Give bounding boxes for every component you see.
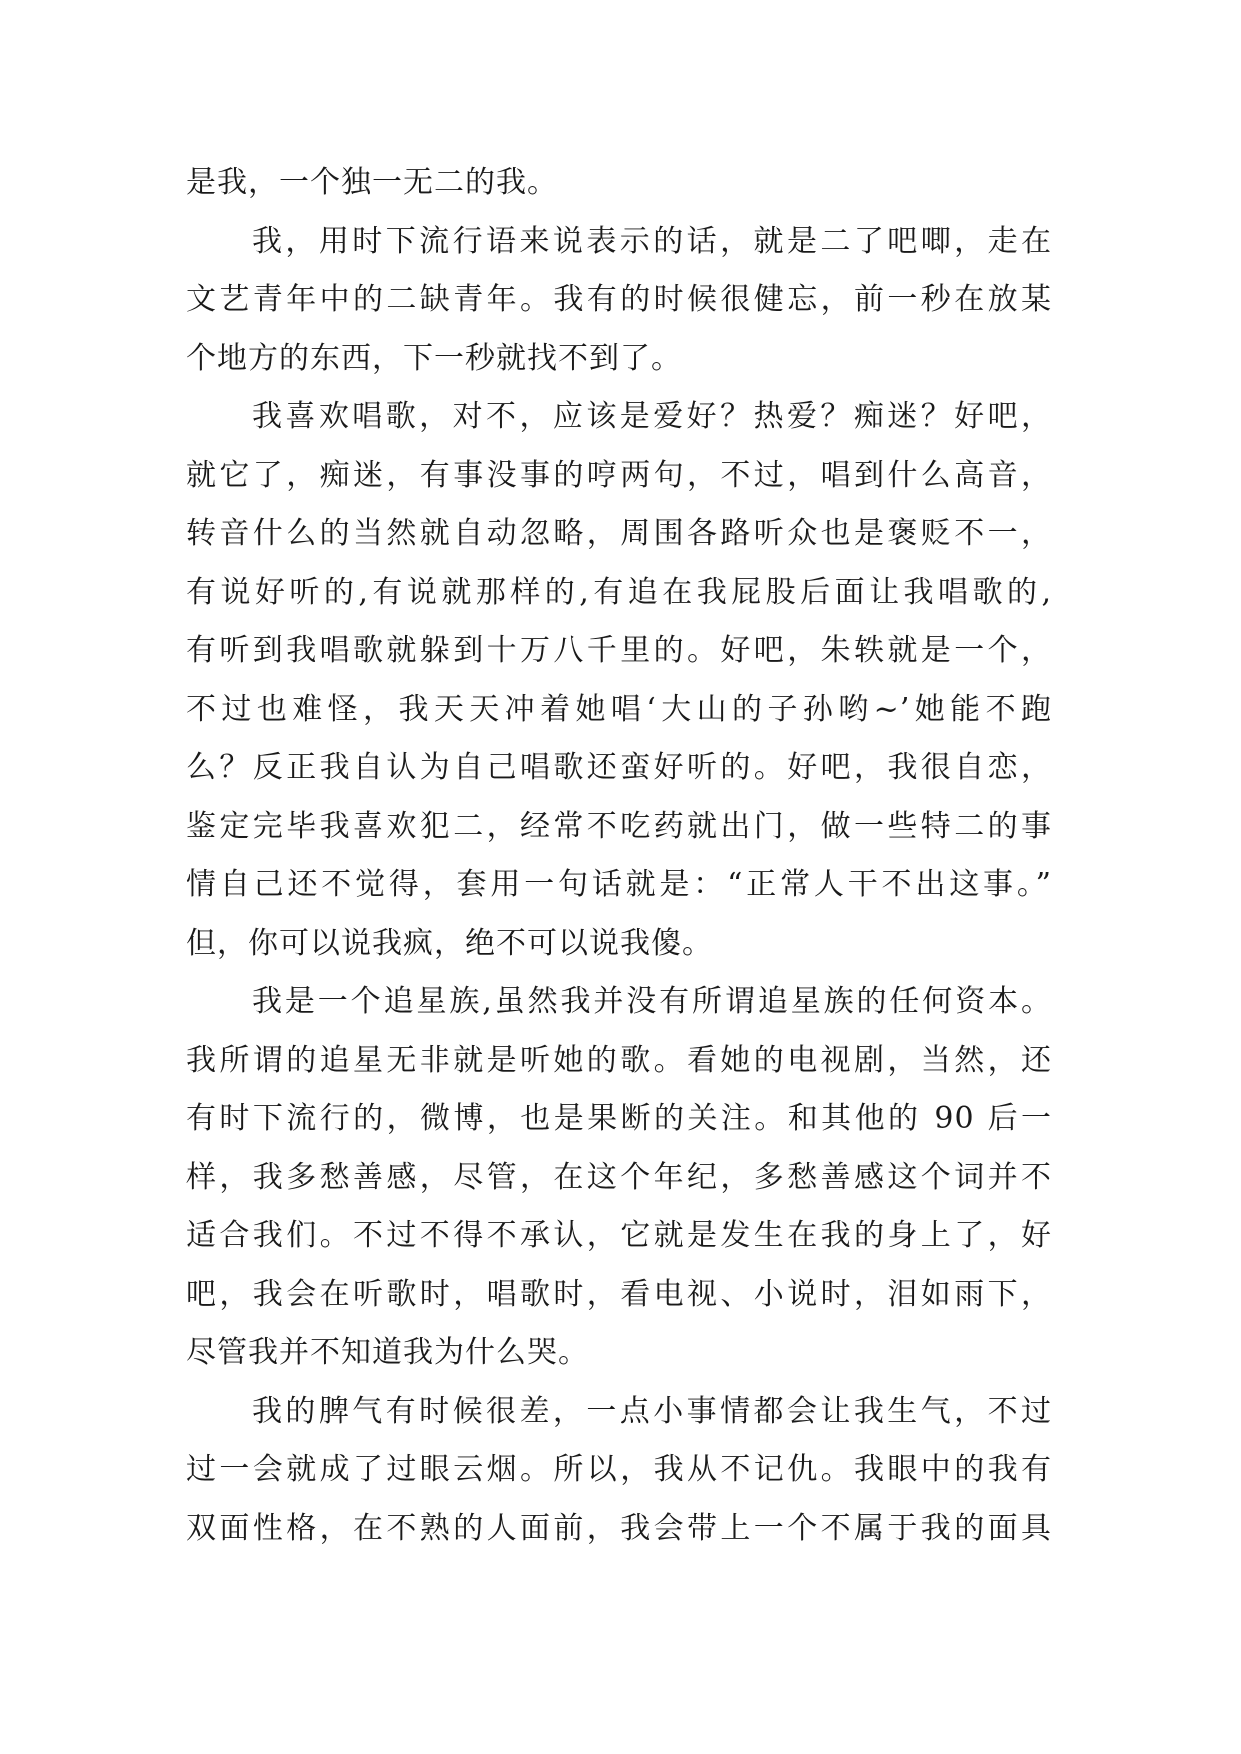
text-line: 有说好听的,有说就那样的,有追在我屁股后面让我唱歌的, xyxy=(186,574,1052,610)
text-line: 吧，我会在听歌时，唱歌时，看电视、小说时，泪如雨下， xyxy=(186,1276,1052,1312)
text-line: 有时下流行的，微博，也是果断的关注。和其他的 90 后一 xyxy=(186,1101,1052,1136)
text-line: 我所谓的追星无非就是听她的歌。看她的电视剧，当然，还 xyxy=(186,1042,1052,1078)
text-line: 转音什么的当然就自动忽略，周围各路听众也是褒贬不一， xyxy=(186,516,1052,551)
text-line: 么？反正我自认为自己唱歌还蛮好听的。好吧，我很自恋， xyxy=(186,750,1052,785)
text-line: 适合我们。不过不得不承认，它就是发生在我的身上了，好 xyxy=(186,1218,1052,1253)
text-line: 有听到我唱歌就躲到十万八千里的。好吧，朱轶就是一个， xyxy=(186,633,1052,668)
paragraph xyxy=(186,388,1052,973)
paragraph xyxy=(186,1383,1052,1559)
text-line: 是我，一个独一无二的我。 xyxy=(186,165,558,200)
paragraph xyxy=(186,973,1052,1383)
text-line: 我，用时下流行语来说表示的话，就是二了吧唧，走在 xyxy=(252,223,1052,259)
text-line: 文艺青年中的二缺青年。我有的时候很健忘，前一秒在放某 xyxy=(186,282,1052,317)
text-line: 样，我多愁善感，尽管，在这个年纪，多愁善感这个词并不 xyxy=(186,1159,1052,1195)
text-line: 过一会就成了过眼云烟。所以，我从不记仇。我眼中的我有 xyxy=(186,1452,1052,1487)
text-line: 我喜欢唱歌，对不，应该是爱好？热爱？痴迷？好吧， xyxy=(252,399,1052,434)
text-line: 就它了，痴迷，有事没事的哼两句，不过，唱到什么高音， xyxy=(186,457,1052,493)
text-line: 尽管我并不知道我为什么哭。 xyxy=(186,1335,589,1370)
text-line: 但，你可以说我疯，绝不可以说我傻。 xyxy=(186,925,713,961)
text-line: 我的脾气有时候很差，一点小事情都会让我生气，不过 xyxy=(252,1393,1052,1429)
paragraph xyxy=(186,213,1052,389)
text-line: 我是一个追星族,虽然我并没有所谓追星族的任何资本。 xyxy=(252,984,1052,1019)
paragraph xyxy=(186,154,1052,213)
text-line: 双面性格，在不熟的人面前，我会带上一个不属于我的面具 xyxy=(186,1510,1052,1546)
text-line: 不过也难怪，我天天冲着她唱‘大山的子孙哟~’她能不跑 xyxy=(186,691,1052,727)
text-line: 个地方的东西，下一秒就找不到了。 xyxy=(186,340,682,376)
text-line: 情自己还不觉得，套用一句话就是：“正常人干不出这事。” xyxy=(186,867,1052,902)
text-line: 鉴定完毕我喜欢犯二，经常不吃药就出门，做一些特二的事 xyxy=(186,808,1052,844)
document-body xyxy=(186,154,1052,1558)
